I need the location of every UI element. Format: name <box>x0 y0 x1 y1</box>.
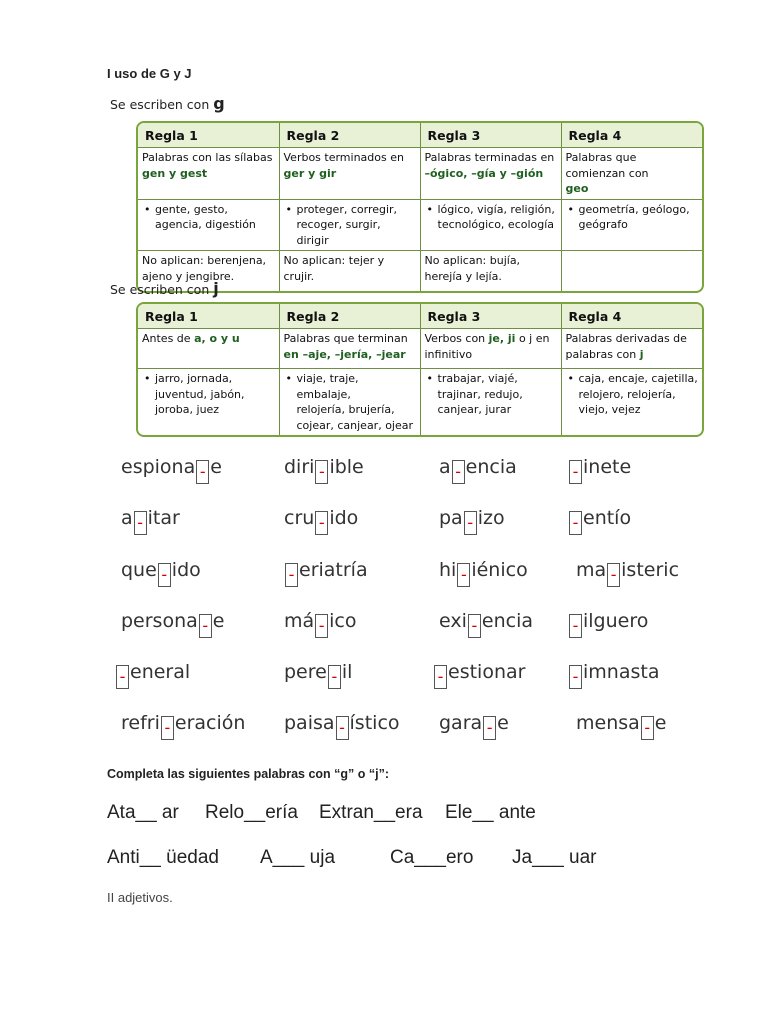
g-rule-4-desc: Palabras que comienzan con geo <box>561 148 702 200</box>
fill-in-row-2 <box>107 847 707 873</box>
g-rule-4-examples: • geometría, geólogo, geógrafo <box>561 199 702 251</box>
exercise-word: diri - ible <box>284 456 364 484</box>
exercise-word: a - encia <box>439 456 517 484</box>
answer-box[interactable]: - <box>569 665 582 689</box>
answer-box[interactable]: - <box>468 614 481 638</box>
j-rule-4-desc: Palabras derivadas de palabras con j <box>561 329 702 369</box>
task-instruction: Completa las siguientes palabras con “g” o “j”: <box>107 767 390 781</box>
j-rules-desc-row <box>138 329 702 369</box>
j-rules-examples-row <box>138 369 702 436</box>
answer-box[interactable]: - <box>336 716 349 740</box>
j-rule-2-examples: • viaje, traje, embalaje, relojería, brujería, cojear, canjear, ojear <box>279 369 420 436</box>
g-rule-2-header: Regla 2 <box>279 123 420 148</box>
answer-box[interactable]: - <box>569 460 582 484</box>
exercise-word: persona - e <box>121 610 224 638</box>
j-rule-3-examples: • trabajar, viajé, trajinar, redujo, canjear, jurar <box>420 369 561 436</box>
answer-box[interactable]: - <box>464 511 477 535</box>
answer-box[interactable]: - <box>116 665 129 689</box>
exercise-word: a - itar <box>121 507 180 535</box>
exercise-word: que - ido <box>121 559 201 587</box>
g-rule-1-exceptions: No aplican: berenjena, ajeno y jengibre. <box>138 251 279 291</box>
exercise-word: exi - encia <box>439 610 533 638</box>
exercise-word: gara - e <box>439 712 509 740</box>
j-rule-4-examples: • caja, encaje, cajetilla, relojero, relojería, viejo, vejez <box>561 369 702 436</box>
exercise-word: cru - ido <box>284 507 358 535</box>
j-section-intro <box>110 279 219 298</box>
answer-box[interactable]: - <box>134 511 147 535</box>
fill-in-word[interactable]: Relo__ería <box>205 802 298 823</box>
g-rule-3-examples: • lógico, vigía, religión, tecnológico, ecología <box>420 199 561 251</box>
j-rules-header-row <box>138 304 702 329</box>
answer-box[interactable]: - <box>161 716 174 740</box>
exercise-word: ma - isteric <box>576 559 679 587</box>
g-rule-1-desc: Palabras con las sílabas gen y gest <box>138 148 279 200</box>
fill-in-row-1 <box>107 802 707 828</box>
fill-in-word[interactable]: Ca___ero <box>390 847 474 868</box>
g-rule-2-examples: • proteger, corregir, recoger, surgir, dirigir <box>279 199 420 251</box>
answer-box[interactable]: - <box>196 460 209 484</box>
exercise-word: hi - iénico <box>439 559 528 587</box>
g-rule-4-header: Regla 4 <box>561 123 702 148</box>
g-rules-desc-row <box>138 148 702 200</box>
answer-box[interactable]: - <box>607 563 620 587</box>
exercise-word: - estionar <box>433 661 525 689</box>
g-intro-text: Se escriben con <box>110 97 210 112</box>
g-rules-examples-row <box>138 199 702 251</box>
answer-box[interactable]: - <box>285 563 298 587</box>
exercise-word: espiona - e <box>121 456 222 484</box>
exercise-word: mensa - e <box>576 712 667 740</box>
section-footer: II adjetivos. <box>107 890 173 905</box>
exercise-word: pa - izo <box>439 507 505 535</box>
j-rule-2-desc: Palabras que terminan en –aje, –jería, –jear <box>279 329 420 369</box>
exercise-word: - eriatría <box>284 559 368 587</box>
fill-in-word[interactable]: Ja___ uar <box>512 847 597 868</box>
j-rule-1-examples: • jarro, jornada, juventud, jabón, joroba, juez <box>138 369 279 436</box>
answer-box[interactable]: - <box>199 614 212 638</box>
g-rule-1-header: Regla 1 <box>138 123 279 148</box>
exercise-word: má - ico <box>284 610 357 638</box>
fill-in-word[interactable]: A___ uja <box>260 847 336 868</box>
answer-box[interactable]: - <box>569 614 582 638</box>
answer-box[interactable]: - <box>452 460 465 484</box>
answer-box[interactable]: - <box>569 511 582 535</box>
j-rule-3-desc: Verbos con je, ji o j en infinitivo <box>420 329 561 369</box>
answer-box[interactable]: - <box>434 665 447 689</box>
answer-box[interactable]: - <box>328 665 341 689</box>
g-rule-2-desc: Verbos terminados en ger y gir <box>279 148 420 200</box>
fill-in-word[interactable]: Ele__ ante <box>445 802 536 823</box>
exercise-word: - ilguero <box>568 610 648 638</box>
g-rule-3-desc: Palabras terminadas en –ógico, –gía y –gión <box>420 148 561 200</box>
j-rule-3-header: Regla 3 <box>420 304 561 329</box>
g-rule-3-exceptions: No aplican: bujía, herejía y lejía. <box>420 251 561 291</box>
answer-box[interactable]: - <box>315 614 328 638</box>
answer-box[interactable]: - <box>641 716 654 740</box>
g-rules-exceptions-row <box>138 251 702 291</box>
exercise-word: - entío <box>568 507 631 535</box>
fill-in-word[interactable]: Ata__ ar <box>107 802 179 823</box>
g-intro-letter: g <box>213 94 225 113</box>
j-intro-letter: j <box>213 279 219 298</box>
exercise-word: pere - il <box>284 661 352 689</box>
j-intro-text: Se escriben con <box>110 282 210 297</box>
g-rule-4-exceptions <box>561 251 702 291</box>
j-rules-table <box>136 302 704 437</box>
g-rule-1-examples: • gente, gesto, agencia, digestión <box>138 199 279 251</box>
g-rules-table <box>136 121 704 293</box>
g-rule-3-header: Regla 3 <box>420 123 561 148</box>
j-rule-4-header: Regla 4 <box>561 304 702 329</box>
j-rule-2-header: Regla 2 <box>279 304 420 329</box>
j-rule-1-header: Regla 1 <box>138 304 279 329</box>
exercise-word: - eneral <box>115 661 190 689</box>
answer-box[interactable]: - <box>457 563 470 587</box>
page-heading: I uso de G y J <box>107 66 192 81</box>
answer-box[interactable]: - <box>315 511 328 535</box>
g-rules-header-row <box>138 123 702 148</box>
answer-box[interactable]: - <box>158 563 171 587</box>
answer-box[interactable]: - <box>315 460 328 484</box>
exercise-word: refri - eración <box>121 712 245 740</box>
answer-box[interactable]: - <box>483 716 496 740</box>
exercise-word: - inete <box>568 456 631 484</box>
fill-in-word[interactable]: Anti__ üedad <box>107 847 219 868</box>
exercise-word: paisa - ístico <box>284 712 400 740</box>
g-rule-2-exceptions: No aplican: tejer y crujir. <box>279 251 420 291</box>
fill-in-word[interactable]: Extran__era <box>319 802 423 823</box>
g-section-intro <box>110 94 225 113</box>
exercise-word: - imnasta <box>568 661 659 689</box>
j-rule-1-desc: Antes de a, o y u <box>138 329 279 369</box>
